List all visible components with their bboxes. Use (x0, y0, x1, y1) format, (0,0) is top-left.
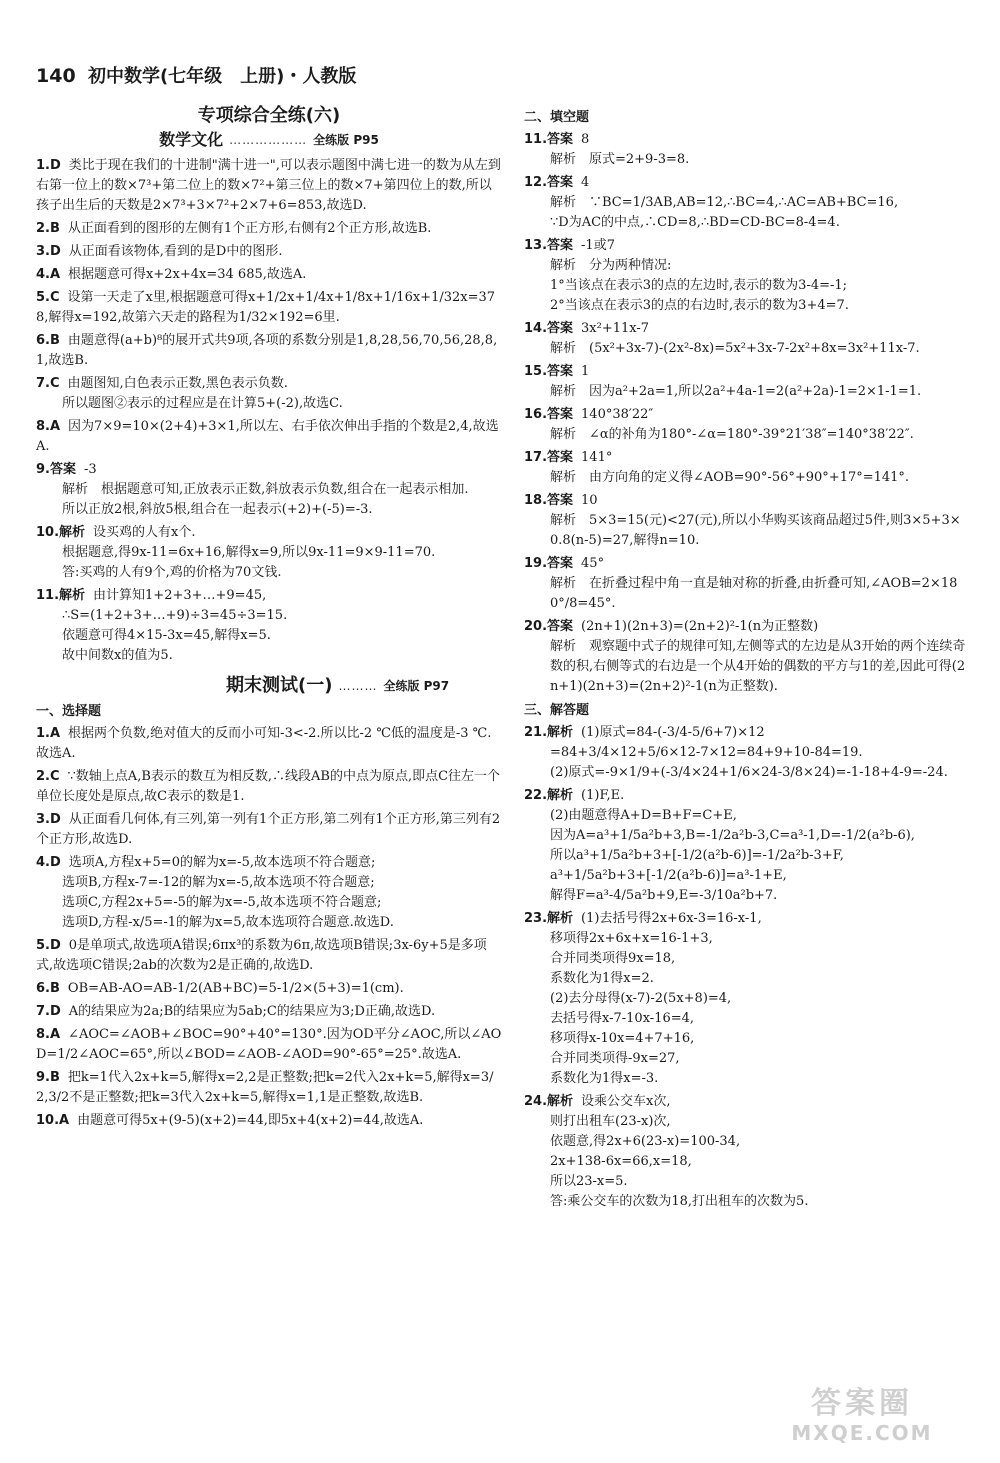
question-number: 21.解析 (524, 725, 574, 740)
answer-text: 选项D,方程-x/5=-1的解为x=5,故本选项符合题意.故选D. (62, 915, 394, 930)
book-title: 初中数学(七年级 上册)・人教版 (87, 66, 357, 87)
answer-item (524, 1092, 970, 1212)
answer-text: 解析 因为a²+2a=1,所以2a²+4a-1=2(a²+2a)-1=2×1-1=1. (550, 384, 922, 399)
answer-line (36, 893, 502, 913)
question-number: 1.A (36, 726, 61, 741)
answer-list (36, 156, 502, 666)
answer-text: 2°当该点在表示3的点的右边时,表示的数为3+4=7. (550, 298, 849, 313)
answer-text: 所以23-x=5. (550, 1174, 628, 1189)
answer-text: ∠AOC=∠AOB+∠BOC=90°+40°=130°.因为OD平分∠AOC,所以∠AOD=1/2∠AOC=65°,所以∠BOD=∠AOB-∠AOD=90°-65°=25°.故选A. (36, 1027, 502, 1062)
answer-text: 140°38′22″ (581, 407, 654, 422)
answer-line (36, 242, 502, 262)
answer-text: 3x²+11x-7 (581, 321, 650, 336)
answer-text: 解析 (5x²+3x-7)-(2x²-8x)=5x²+3x-7-2x²+8x=3x²+11x-7. (550, 341, 920, 356)
answer-text: 移项得x-10x=4+7+16, (550, 1031, 695, 1046)
answer-text: 所以题图②表示的过程应是在计算5+(-2),故选C. (62, 396, 343, 411)
question-number: 3.D (36, 244, 61, 259)
answer-item (36, 853, 502, 933)
answer-line (36, 767, 502, 807)
answer-line (36, 523, 502, 543)
question-number: 9.B (36, 1070, 60, 1085)
answer-text: 解析 由方向角的定义得∠AOB=90°-56°+90°+17°=141°. (550, 470, 910, 485)
answer-text: a³+1/5a²b+3+[-1/2(a²b-6)]=a³-1+E, (550, 868, 787, 883)
question-number: 10.A (36, 1113, 70, 1128)
answer-text: ∵数轴上点A,B表示的数互为相反数,∴线段AB的中点为原点,即点C往左一个单位长度处是原点,故C表示的数是1. (36, 769, 501, 804)
answer-line (36, 979, 502, 999)
answer-line (36, 1002, 502, 1022)
answer-item (36, 156, 502, 216)
answer-line (36, 626, 502, 646)
answer-text: 合并同类项得9x=18, (550, 951, 676, 966)
answer-text: 系数化为1得x=-3. (550, 1071, 659, 1086)
answer-line (36, 646, 502, 666)
answer-text: 解析 观察题中式子的规律可知,左侧等式的左边是从3开始的两个连续奇数的积,右侧等式的右边是一个从4开始的偶数的平方与1的差,因此可得(2n+1)(2n+3)=(2n+2)²-1(n为正整数). (550, 639, 966, 694)
answer-text: 所以a³+1/5a²b+3+[-1/2(a²b-6)]=-1/2a²b-3+F, (550, 848, 844, 863)
question-number: 2.C (36, 769, 60, 784)
answer-item (524, 909, 970, 1089)
question-number: 1.D (36, 158, 61, 173)
answer-text: 1°当该点在表示3的点的左边时,表示的数为3-4=-1; (550, 278, 848, 293)
question-number: 14.答案 (524, 321, 574, 336)
answer-text: 由题意得(a+b)⁸的展开式共9项,各项的系数分别是1,8,28,56,70,56,28,8,1,故选B. (36, 333, 498, 368)
answer-item (36, 810, 502, 850)
question-number: 11.解析 (36, 588, 86, 603)
answer-text: 系数化为1得x=2. (550, 971, 654, 986)
answer-text: 4 (581, 175, 590, 190)
answer-text: (1)F,E. (581, 788, 625, 803)
answer-text: 去括号得x-7-10x-16=4, (550, 1011, 695, 1026)
answer-item (36, 219, 502, 239)
question-number: 15.答案 (524, 364, 574, 379)
answer-line (524, 1192, 970, 1212)
answer-line (524, 236, 970, 256)
section-title: 专项综合全练(六) (197, 105, 341, 126)
answer-item (36, 288, 502, 328)
answer-text: 解析 ∵BC=1/3AB,AB=12,∴BC=4,∴AC=AB+BC=16, (550, 195, 899, 210)
answer-text: 移项得2x+6x+x=16-1+3, (550, 931, 713, 946)
answer-text: 10 (581, 493, 598, 508)
answer-item (36, 936, 502, 976)
answer-item (524, 319, 970, 359)
question-number: 10.解析 (36, 525, 86, 540)
question-number: 19.答案 (524, 556, 574, 571)
section-subtitle-row (36, 130, 502, 150)
answer-line (524, 511, 970, 551)
answer-line (524, 150, 970, 170)
answer-line (524, 554, 970, 574)
page-header (36, 62, 496, 90)
section-subtitle: 数学文化 (159, 130, 224, 149)
question-number: 8.A (36, 1027, 61, 1042)
answer-line (524, 1112, 970, 1132)
section2-title-row (36, 676, 502, 696)
answer-line (524, 1092, 970, 1112)
answer-line (524, 846, 970, 866)
answer-text: 解析 分为两种情况: (550, 258, 672, 273)
answer-line (524, 1152, 970, 1172)
answer-text: 2x+138-6x=66,x=18, (550, 1154, 692, 1169)
answer-text: 解析 ∠α的补角为180°-∠α=180°-39°21′38″=140°38′22″. (550, 427, 914, 442)
answer-text: 答:乘公交车的次数为18,打出租车的次数为5. (550, 1194, 809, 1209)
right-column (524, 104, 970, 1439)
answer-text: 所以正放2根,斜放5根,组合在一起表示(+2)+(-5)=-3. (62, 502, 373, 517)
answer-text: 把k=1代入2x+k=5,解得x=2,2是正整数;把k=2代入2x+k=5,解得x=3/2,3/2不是正整数;把k=3代入2x+k=5,解得x=1,1是正整数,故选B. (36, 1070, 494, 1105)
question-number: 3.D (36, 812, 61, 827)
answer-text: 合并同类项得-9x=27, (550, 1051, 680, 1066)
answer-text: 解析 原式=2+9-3=8. (550, 152, 690, 167)
answer-item (524, 362, 970, 402)
answer-line (524, 339, 970, 359)
answer-line (524, 1029, 970, 1049)
answer-item (36, 1025, 502, 1065)
answer-item (36, 242, 502, 262)
answer-text: 选项A,方程x+5=0的解为x=-5,故本选项不符合题意; (68, 855, 376, 870)
answer-text: 设第一天走了x里,根据题意可得x+1/2x+1/4x+1/8x+1/16x+1/32x=378,解得x=192,故第六天走的路程为1/32×192=6里. (36, 290, 496, 325)
answer-text: 由计算知1+2+3+…+9=45, (93, 588, 267, 603)
answer-line (36, 288, 502, 328)
answer-line (524, 1172, 970, 1192)
question-number: 18.答案 (524, 493, 574, 508)
answer-line (524, 886, 970, 906)
question-number: 6.B (36, 333, 60, 348)
answer-item (36, 1068, 502, 1108)
answer-line (36, 374, 502, 394)
answer-text: (2)原式=-9×1/9+(-3/4×24+1/6×24-3/8×24)=-1-18+4-9=-24. (550, 765, 948, 780)
answer-text: 类比于现在我们的十进制"满十进一",可以表示题图中满七进一的数为从左到右第一位上的数×7³+第二位上的数×7²+第三位上的数×7+第四位上的数,所以孩子出生后的天数是2×7³+3×7²+2×7+6=853,故选D. (36, 158, 501, 213)
question-number: 4.D (36, 855, 61, 870)
answer-text: 故中间数x的值为5. (62, 648, 173, 663)
answer-item (524, 448, 970, 488)
answer-list (36, 724, 502, 1131)
watermark-logo (752, 1386, 972, 1449)
answer-line (524, 723, 970, 743)
question-number: 13.答案 (524, 238, 574, 253)
answer-item (524, 405, 970, 445)
answer-item (36, 586, 502, 666)
watermark-url: MXQE.COM (791, 1421, 933, 1445)
answer-item (524, 236, 970, 316)
answer-line (524, 405, 970, 425)
answer-line (524, 806, 970, 826)
answer-text: 解得F=a³-4/5a²b+9,E=-3/10a²b+7. (550, 888, 778, 903)
question-number: 9.答案 (36, 462, 76, 477)
part-heading: 三、解答题 (524, 703, 590, 718)
answer-line (36, 1025, 502, 1065)
answer-line (36, 265, 502, 285)
answer-line (36, 219, 502, 239)
answer-text: (2)由题意得A+D=B+F=C+E, (550, 808, 737, 823)
answer-text: 因为7×9=10×(2+4)+3×1,所以左、右手依次伸出手指的个数是2,4,故选A. (36, 419, 499, 454)
answer-text: 从正面看到的图形的左侧有1个正方形,右侧有2个正方形,故选B. (67, 221, 432, 236)
answer-item (36, 374, 502, 414)
answer-line (36, 873, 502, 893)
section2-title: 期末测试(一) (226, 675, 333, 696)
answer-line (524, 826, 970, 846)
answer-line (36, 500, 502, 520)
answer-line (524, 193, 970, 213)
answer-line (36, 606, 502, 626)
answer-line (36, 810, 502, 850)
answer-line (36, 563, 502, 583)
answer-item (36, 460, 502, 520)
answer-item (524, 554, 970, 614)
answer-text: -3 (83, 462, 97, 477)
question-number: 12.答案 (524, 175, 574, 190)
answer-line (36, 586, 502, 606)
answer-text: (1)原式=84-(-3/4-5/6+7)×12 (581, 725, 765, 740)
answer-line (36, 156, 502, 216)
answer-text: ∵D为AC的中点,∴CD=8,∴BD=CD-BC=8-4=4. (550, 215, 840, 230)
answer-line (524, 866, 970, 886)
left-column (36, 104, 502, 1439)
answer-text: 则打出租车(23-x)次, (550, 1114, 671, 1129)
answer-line (36, 394, 502, 414)
answer-line (524, 1069, 970, 1089)
answer-text: =84+3/4×12+5/6×12-7×12=84+9+10-84=19. (550, 745, 863, 760)
answer-line (524, 763, 970, 783)
answer-text: 0是单项式,故选项A错误;6πx³的系数为6π,故选项B错误;3x-6y+5是多项式,故选项C错误;2ab的次数为2是正确的,故选D. (36, 938, 487, 973)
answer-line (524, 296, 970, 316)
answer-text: (1)去括号得2x+6x-3=16-x-1, (581, 911, 762, 926)
question-number: 7.D (36, 1004, 61, 1019)
answer-line (524, 574, 970, 614)
answer-item (524, 786, 970, 906)
answer-text: 解析 5×3=15(元)<27(元),所以小华购买该商品超过5件,则3×5+3×0.8(n-5)=27,解得n=10. (550, 513, 961, 548)
answer-text: 解析 在折叠过程中角一直是轴对称的折叠,由折叠可知,∠AOB=2×180°/8=45°. (550, 576, 958, 611)
answer-line (524, 1132, 970, 1152)
answer-text: 1 (581, 364, 590, 379)
answer-line (36, 543, 502, 563)
question-number: 16.答案 (524, 407, 574, 422)
answer-line (36, 853, 502, 873)
answer-item (36, 1002, 502, 1022)
answer-line (524, 1049, 970, 1069)
answer-text: OB=AB-AO=AB-1/2(AB+BC)=5-1/2×(5+3)=1(cm). (67, 981, 404, 996)
watermark-text: 答案圈 (811, 1386, 913, 1421)
answer-line (524, 173, 970, 193)
answer-line (524, 909, 970, 929)
answer-text: 由题意可得5x+(9-5)(x+2)=44,即5x+4(x+2)=44,故选A. (77, 1113, 424, 1128)
question-number: 23.解析 (524, 911, 574, 926)
section-ref: 全练版 P95 (313, 133, 379, 147)
answer-line (524, 213, 970, 233)
answer-text: 8 (581, 132, 590, 147)
answer-line (36, 1068, 502, 1108)
answer-text: 因为A=a³+1/5a²b+3,B=-1/2a²b-3,C=a³-1,D=-1/2(a²b-6), (550, 828, 915, 843)
question-number: 5.C (36, 290, 60, 305)
answer-line (524, 448, 970, 468)
answer-list (524, 130, 970, 697)
question-number: 6.B (36, 981, 60, 996)
answer-item (36, 265, 502, 285)
question-number: 24.解析 (524, 1094, 574, 1109)
question-number: 8.A (36, 419, 61, 434)
answer-text: 解析 根据题意可知,正放表示正数,斜放表示负数,组合在一起表示相加. (62, 482, 469, 497)
answer-line (36, 724, 502, 764)
answer-line (524, 425, 970, 445)
answer-line (524, 949, 970, 969)
answer-line (524, 276, 970, 296)
leader-dots: ……………… (229, 133, 308, 147)
answer-line (36, 480, 502, 500)
answer-item (524, 130, 970, 170)
answer-text: 选项C,方程2x+5=-5的解为x=-5,故本选项不符合题意; (62, 895, 382, 910)
answer-item (36, 724, 502, 764)
answer-item (524, 723, 970, 783)
answer-line (524, 362, 970, 382)
answer-line (524, 1009, 970, 1029)
answer-line (36, 417, 502, 457)
answer-line (524, 319, 970, 339)
answer-item (36, 417, 502, 457)
answer-text: 根据两个负数,绝对值大的反而小可知-3<-2.所以比-2 ℃低的温度是-3 ℃.故选A. (36, 726, 492, 761)
question-number: 7.C (36, 376, 60, 391)
question-number: 2.B (36, 221, 60, 236)
answer-text: 设乘公交车x次, (581, 1094, 671, 1109)
question-number: 20.答案 (524, 619, 574, 634)
answer-text: A的结果应为2a;B的结果应为5ab;C的结果应为3;D正确,故选D. (68, 1004, 436, 1019)
answer-item (524, 617, 970, 697)
answer-line (524, 637, 970, 697)
answer-text: 由题图知,白色表示正数,黑色表示负数. (67, 376, 288, 391)
question-number: 4.A (36, 267, 61, 282)
answer-item (36, 767, 502, 807)
answer-line (36, 936, 502, 976)
section2-ref: 全练版 P97 (383, 679, 450, 693)
answer-text: (2)去分母得(x-7)-2(5x+8)=4, (550, 991, 732, 1006)
answer-line (524, 929, 970, 949)
answer-line (524, 491, 970, 511)
answer-text: 设买鸡的人有x个. (93, 525, 196, 540)
question-number: 5.D (36, 938, 61, 953)
part-heading: 一、选择题 (36, 704, 102, 719)
answer-item (524, 173, 970, 233)
question-number: 17.答案 (524, 450, 574, 465)
answer-item (524, 491, 970, 551)
answer-text: 依题意,得2x+6(23-x)=100-34, (550, 1134, 741, 1149)
answer-line (524, 989, 970, 1009)
answer-line (524, 743, 970, 763)
answer-item (36, 979, 502, 999)
answer-text: 答:买鸡的人有9个,鸡的价格为70文钱. (62, 565, 282, 580)
answer-text: ∴S=(1+2+3+…+9)÷3=45÷3=15. (62, 608, 288, 623)
answer-text: 依题意可得4×15-3x=45,解得x=5. (62, 628, 271, 643)
answer-line (524, 786, 970, 806)
answer-line (36, 460, 502, 480)
answer-line (36, 1111, 502, 1131)
answer-list (524, 723, 970, 1212)
answer-line (524, 617, 970, 637)
answer-line (524, 969, 970, 989)
answer-text: -1或7 (581, 238, 615, 253)
answer-text: 141° (581, 450, 613, 465)
answer-item (36, 331, 502, 371)
answer-text: 从正面看几何体,有三列,第一列有1个正方形,第二列有1个正方形,第三列有2个正方形,故选D. (36, 812, 501, 847)
answer-text: 选项B,方程x-7=-12的解为x=-5,故本选项不符合题意; (62, 875, 375, 890)
answer-line (36, 913, 502, 933)
question-number: 22.解析 (524, 788, 574, 803)
answer-text: 从正面看该物体,看到的是D中的图形. (68, 244, 283, 259)
page-number: 140 (36, 65, 76, 87)
part-heading: 二、填空题 (524, 110, 590, 125)
answer-text: 根据题意可得x+2x+4x=34 685,故选A. (68, 267, 307, 282)
answer-text: 根据题意,得9x-11=6x+16,解得x=9,所以9x-11=9×9-11=70. (62, 545, 436, 560)
answer-item (36, 523, 502, 583)
answer-line (524, 382, 970, 402)
answer-line (36, 331, 502, 371)
question-number: 11.答案 (524, 132, 574, 147)
answer-item (36, 1111, 502, 1131)
answer-line (524, 256, 970, 276)
answer-text: (2n+1)(2n+3)=(2n+2)²-1(n为正整数) (581, 619, 819, 634)
leader-dots: ……… (338, 679, 378, 693)
answer-text: 45° (581, 556, 605, 571)
answer-line (524, 468, 970, 488)
answer-line (524, 130, 970, 150)
